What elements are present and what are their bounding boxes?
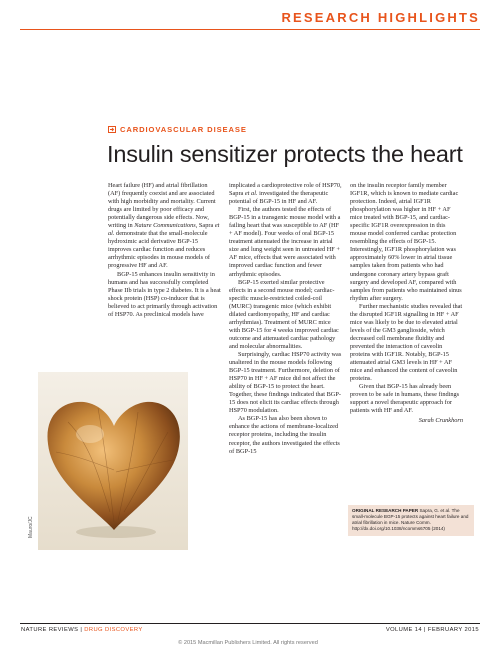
footer-journal-highlight: DRUG DISCOVERY	[84, 627, 143, 633]
paragraph: Further mechanistic studies revealed that the disrupted IGF1R signalling in HF + AF mice was likely to be due to elevated atrial levels of the GM3 ganglioside, which decreased cell membrane fluidity and prevented the interaction of caveolin proteins with IGF1R. Notably, BGP-15 attenuated atrial GM3 levels in HF + AF mice and enhanced the content of caveolin proteins.	[350, 302, 463, 383]
heart-illustration	[38, 372, 188, 550]
reference-title: The small-molecule BGP-15 protects against heart failure and atrial fibrillation in mice.	[352, 508, 469, 525]
article-column-3	[350, 182, 463, 425]
wooden-heart-photo	[38, 372, 188, 550]
reference-link[interactable]: http://dx.doi.org/10.1038/ncomms6705 (2014)	[352, 526, 445, 531]
reference-label: ORIGINAL RESEARCH PAPER	[352, 508, 419, 513]
footer-issue: VOLUME 14 | FEBRUARY 2015	[385, 627, 479, 633]
footer-journal: NATURE REVIEWS | DRUG DISCOVERY	[21, 627, 143, 633]
footer-rule	[20, 623, 480, 624]
headline: Insulin sensitizer protects the heart	[107, 141, 463, 167]
paragraph: Given that BGP-15 has already been proven to be safe in humans, these findings support a novel therapeutic approach for patients with HF and AF.	[350, 383, 460, 415]
paragraph: As BGP-15 has also been shown to enhance the actions of membrane-localized receptor proteins, including the insulin receptor, the authors investigated the effects of BGP-15	[229, 415, 340, 455]
paragraph: BGP-15 exerted similar protective effects in a second mouse model; cardiac-specific muscle-restricted coiled-coil (MURC) transgenic mice (which exhibit dilated cardiomyopathy, HF and cardiac arrhythmias). Treatment of MURC mice with BGP-15 for 4 weeks improved cardiac outcome and attenuated cardiac pathology and molecular abnormalities.	[229, 278, 339, 350]
kicker-label: CARDIOVASCULAR DISEASE	[120, 125, 247, 134]
paragraph: First, the authors tested the effects of BGP-15 in a transgenic mouse model with a failing heart that was susceptible to AF (HF + AF model). Four weeks of oral BGP-15 treatment attenuated the increase in atrial size and lung weight seen in untreated HF + AF mice, effects that were associated with improved cardiac function and fewer arrhythmic episodes.	[229, 206, 341, 278]
section-title: RESEARCH HIGHLIGHTS	[281, 10, 480, 25]
reference-authors: Sapra, G. et al.	[419, 508, 451, 513]
paragraph: Surprisingly, cardiac HSP70 activity was unaltered in the mouse models following BGP-15 treatment. Furthermore, deletion of HSP70 in HF + AF mice did not affect the ability of BGP-15 to protect the heart. Together, these findings indicated that BGP-15 does not elicit its cardiac effects through HSP70 modulation.	[229, 350, 342, 415]
copyright: © 2015 Macmillan Publishers Limited. All rights reserved	[178, 640, 318, 646]
header-rule	[20, 29, 480, 30]
arrow-box-icon	[108, 126, 116, 133]
article-column-1	[108, 182, 221, 319]
reference-journal: Nature Comm.	[401, 520, 431, 525]
kicker	[108, 125, 247, 134]
paragraph: implicated a cardioprotective role of HSP70, Sapra et al. investigated the therapeutic potential of BGP-15 in HF and AF.	[229, 182, 342, 206]
reference-box	[348, 505, 474, 536]
author-name: Sarah Crunkhorn	[418, 417, 463, 425]
article-column-2	[229, 182, 342, 456]
paragraph: BGP-15 enhances insulin sensitivity in humans and has successfully completed Phase IIb trials in type 2 diabetes. It is a heat shock protein (HSP) co-inducer that is believed to act primarily through activation of HSP70. As preclinical models have	[108, 270, 221, 318]
journal-name: Nature Communications	[134, 222, 196, 230]
paragraph: on the insulin receptor family member IGF1R, which is known to mediate cardiac protection. Indeed, atrial IGF1R phosphorylation was higher in HF + AF mice treated with BGP-15, and cardiac-specific IGF1R overexpression in this mouse model conferred cardiac protection resembling the effects of BGP-15. Interestingly, IGF1R phosphorylation was approximately 60% lower in atrial tissue samples taken from patients who had undergone coronary artery bypass graft surgery and developed AF, compared with samples from patients who maintained sinus rhythm after surgery.	[350, 182, 462, 302]
paragraph: Heart failure (HF) and atrial fibrillation (AF) frequently coexist and are associated with high morbidity and mortality. Current drugs are limited by poor efficacy and potentially dangerous side effects. Now, writing in Nature Communications, Sapra et al. demonstrate that the small-molecule hydroximic acid derivative BGP-15 improves cardiac function and reduces arrhythmic episodes in mouse models of progressive HF and AF.	[108, 182, 220, 270]
photo-credit: Mauro/JC	[28, 516, 34, 538]
